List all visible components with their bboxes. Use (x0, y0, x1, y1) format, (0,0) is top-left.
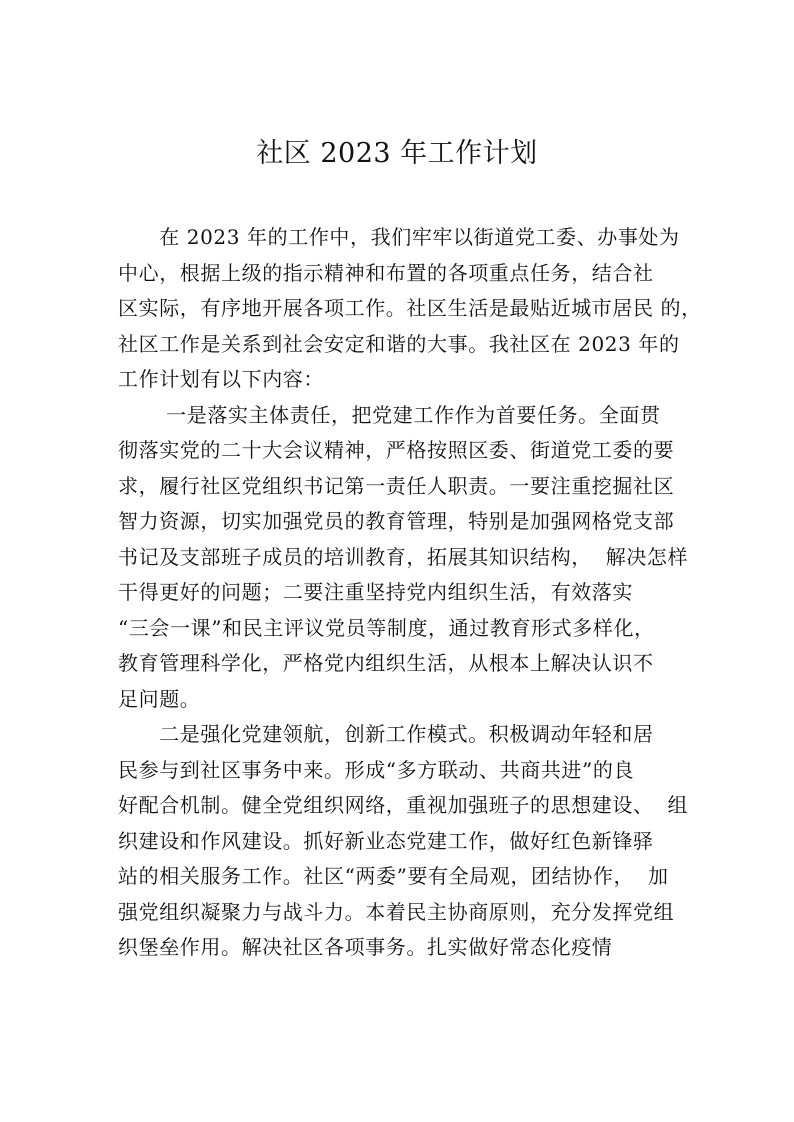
body-line: 织建设和作风建设。抓好新业态党建工作，做好红色新锋驿 (118, 828, 654, 853)
body-line: “三会一课”和民主评议党员等制度，通过教育形式多样化， (118, 615, 655, 640)
document-body (118, 220, 702, 966)
body-line: 书记及支部班子成员的培训教育，拓展其知识结构， 解决怎样 (118, 544, 689, 569)
body-line: 一是落实主体责任，把党建工作作为首要任务。全面贯 (118, 402, 661, 427)
body-line: 求，履行社区党组织书记第一责任人职责。一要注重挖掘社区 (118, 473, 675, 498)
body-line: 智力资源，切实加强党员的教育管理，特别是加强网格党支部 (118, 509, 675, 533)
document-title: 社区 2023 年工作计划 (256, 138, 538, 169)
body-line: 干得更好的问题；二要注重坚持党内组织生活，有效落实 (118, 580, 633, 604)
body-line: 社区工作是关系到社会安定和谐的大事。我社区在 2023 年的 (118, 331, 680, 356)
body-line: 在 2023 年的工作中，我们牢牢以街道党工委、办事处为 (118, 225, 680, 249)
body-line: 站的相关服务工作。社区“两委”要有全局观，团结协作， 加 (118, 864, 669, 888)
body-line: 强党组织凝聚力与战斗力。本着民主协商原则，充分发挥党组 (118, 899, 675, 924)
body-line: 中心，根据上级的指示精神和布置的各项重点任务，结合社 (118, 260, 654, 285)
body-line: 民参与到社区事务中来。形成“多方联动、共商共进”的良 (118, 757, 635, 782)
body-line: 二是强化党建领航，创新工作模式。积极调动年轻和居 (118, 722, 654, 746)
body-line: 教育管理科学化，严格党内组织生活，从根本上解决认识不 (118, 651, 654, 675)
body-line: 织堡垒作用。解决社区各项事务。扎实做好常态化疫情 (118, 935, 613, 959)
body-line: 足问题。 (118, 686, 201, 711)
body-line: 好配合机制。健全党组织网络，重视加强班子的思想建设、 组 (118, 793, 689, 817)
body-line: 工作计划有以下内容： (118, 367, 324, 391)
body-line: 彻落实党的二十大会议精神，严格按照区委、街道党工委的要 (118, 438, 675, 462)
body-line: 区实际，有序地开展各项工作。社区生活是最贴近城市居民 的， (118, 296, 702, 320)
